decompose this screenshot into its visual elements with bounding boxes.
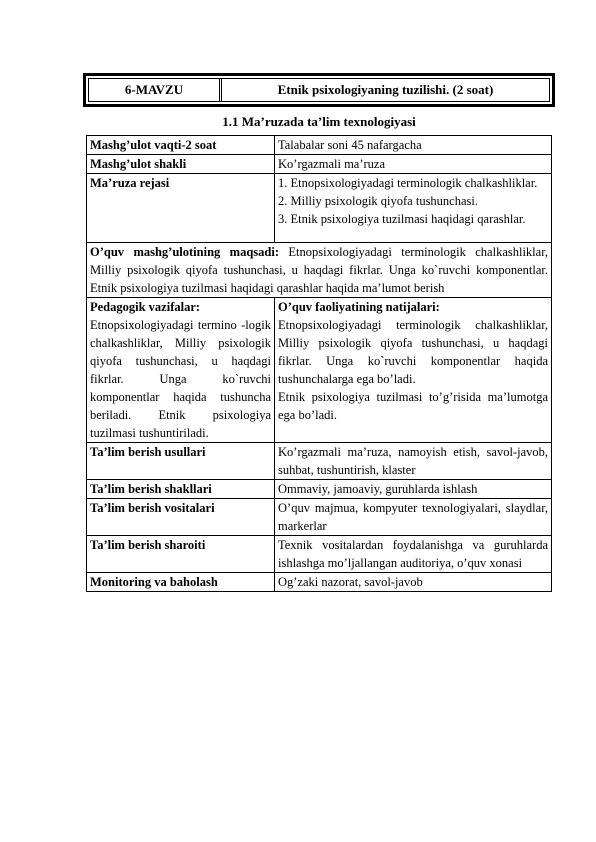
table-row	[87, 536, 552, 573]
ped-text: Etnopsixologiyadagi termino -logik chalkashliklar, Milliy psixologik qiyofa tushunchasi, u haqdagi fikrlar. Unga ko`ruvchi komponentlar haqida tushuncha beriladi. Etnik psixologiya tuzilmasi tushuntiriladi.	[90, 318, 271, 440]
plan-item-1: 1. Etnopsixologiyadagi terminologik chalkashliklar.	[278, 176, 538, 190]
tools-value: O’quv majmua, kompyuter texnologiyalari, slaydlar, markerlar	[275, 499, 552, 536]
monitoring-value: Og’zaki nazorat, savol-javob	[275, 573, 552, 592]
table-row	[87, 136, 552, 155]
plan-label: Ma’ruza rejasi	[87, 174, 275, 243]
topic-title: Etnik psixologiyaning tuzilishi. (2 soat)	[277, 82, 494, 97]
goal-text: Etnopsixologiyadagi terminologik chalkashliklar, Milliy psixologik qiyofa tushunchasi, u haqdagi fikrlar. Unga ko`ruvchi komponentlar. Etnik psixologiya tuzilmasi haqidagi qarashlar haqida ma’lumot berish	[90, 245, 548, 295]
time-value: Talabalar soni 45 nafargacha	[275, 136, 552, 155]
results-text-2: Etnik psixologiya tuzilmasi to’g’risida ma’lumotga ega bo’ladi.	[278, 390, 548, 422]
results-text-1: Etnopsixologiyadagi terminologik chalkashliklar, Milliy psixologik qiyofa tushunchasi, u haqdagi fikrlar. Unga ko`ruvchi komponentlar haqida tushunchalarga ega bo’ladi.	[278, 318, 548, 386]
results-cell	[275, 298, 552, 443]
goal-label: O’quv mashg’ulotining maqsadi:	[90, 245, 279, 259]
results-label: O’quv faoliyatining natijalari:	[278, 300, 440, 314]
time-label: Mashg’ulot vaqti-2 soat	[87, 136, 275, 155]
table-row	[87, 174, 552, 243]
monitoring-label: Monitoring va baholash	[87, 573, 275, 592]
table-row	[87, 573, 552, 592]
table-row	[87, 298, 552, 443]
ped-label: Pedagogik vazifalar:	[90, 300, 201, 314]
methods-value: Ko’rgazmali ma’ruza, namoyish etish, savol-javob, suhbat, tushuntirish, klaster	[275, 443, 552, 480]
goal-cell	[87, 243, 552, 298]
lecture-technology-table	[86, 135, 552, 592]
conditions-value: Texnik vositalardan foydalanishga va guruhlarda ishlashga mo’ljallangan auditoriya, o’quv xonasi	[275, 536, 552, 573]
section-subtitle: 1.1 Ma’ruzada ta’lim texnologiyasi	[222, 114, 416, 129]
table-row	[87, 243, 552, 298]
form-label: Mashg’ulot shakli	[87, 155, 275, 174]
topic-number: 6-MAVZU	[89, 79, 222, 101]
form-value: Ko’rgazmali ma’ruza	[275, 155, 552, 174]
conditions-label: Ta’lim berish sharoiti	[87, 536, 275, 573]
tools-label: Ta’lim berish vositalari	[87, 499, 275, 536]
topic-header-inner	[88, 78, 550, 102]
plan-item-3: 3. Etnik psixologiya tuzilmasi haqidagi qarashlar.	[278, 212, 526, 226]
forms-value: Ommaviy, jamoaviy, guruhlarda ishlash	[275, 480, 552, 499]
topic-header-box	[83, 73, 555, 107]
table-row	[87, 443, 552, 480]
plan-list	[275, 174, 552, 243]
plan-item-2: 2. Milliy psixologik qiyofa tushunchasi.	[278, 194, 478, 208]
pedagogic-tasks-cell	[87, 298, 275, 443]
forms-label: Ta’lim berish shakllari	[87, 480, 275, 499]
table-row	[87, 499, 552, 536]
table-row	[87, 155, 552, 174]
table-row	[87, 480, 552, 499]
methods-label: Ta’lim berish usullari	[87, 443, 275, 480]
